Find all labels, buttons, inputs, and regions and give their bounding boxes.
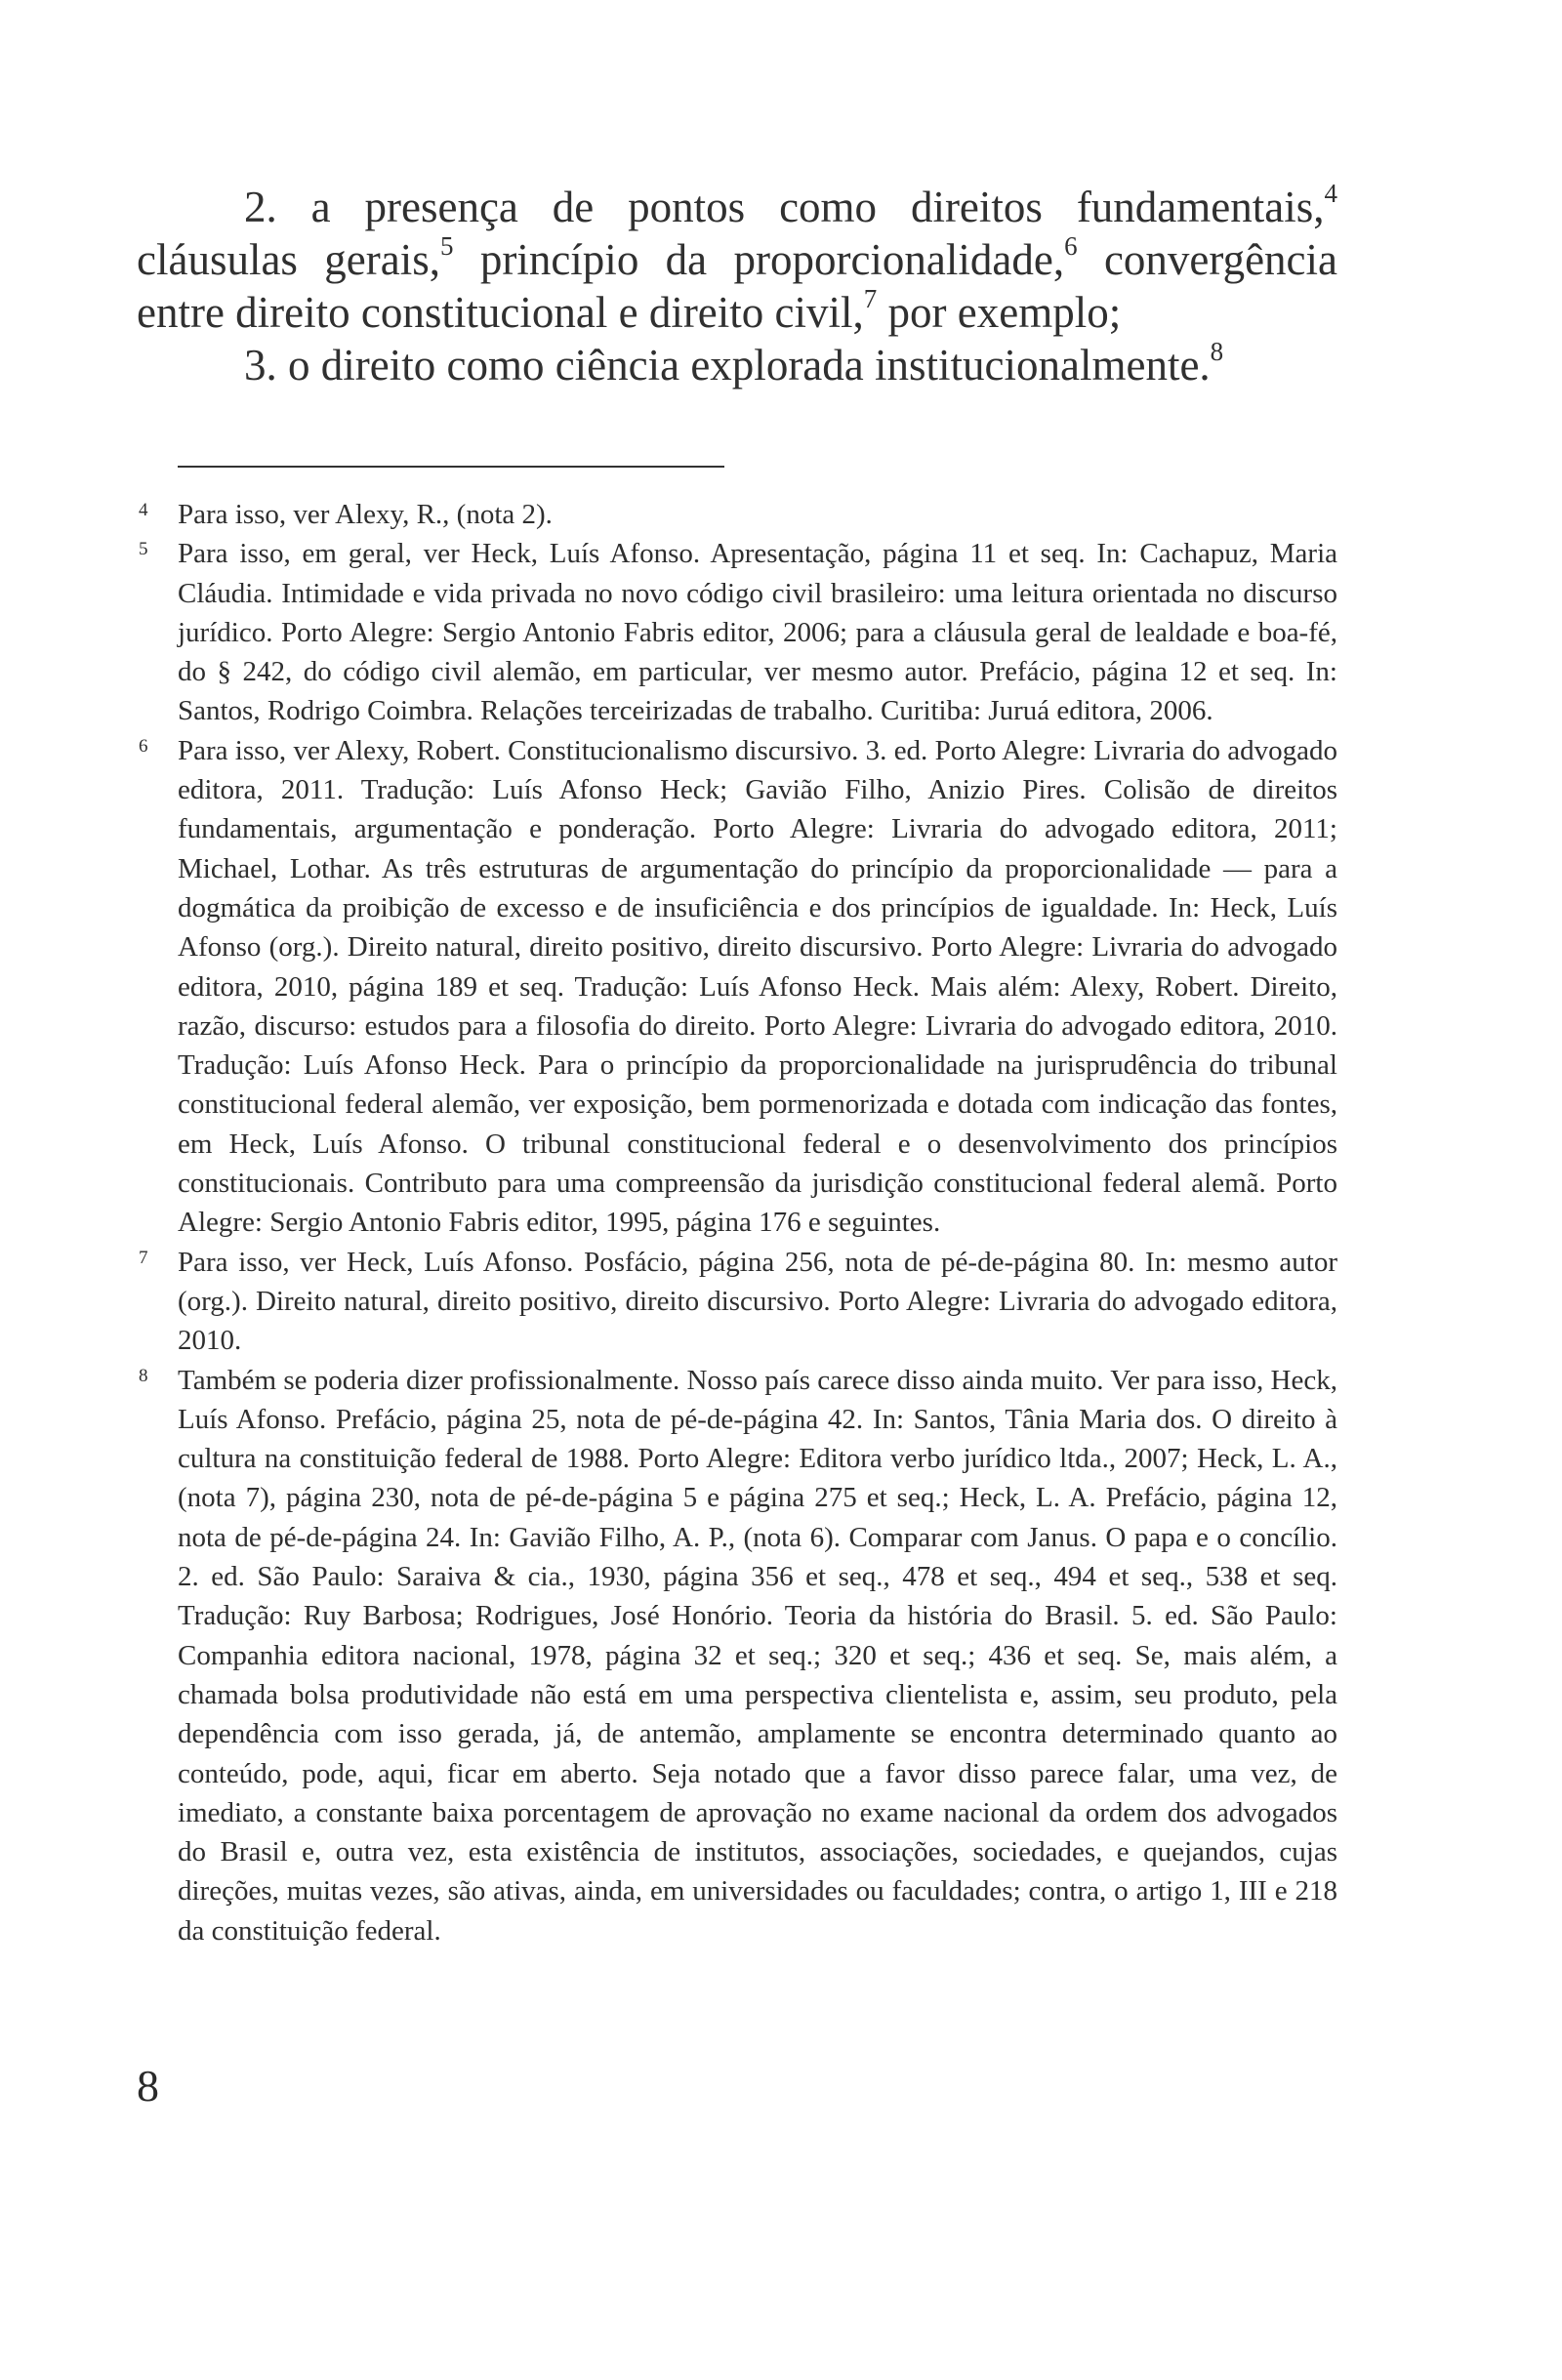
item2-text-5: por exemplo;: [877, 288, 1122, 337]
footnote-8: [139, 1361, 1337, 1950]
footnote-number: 7: [139, 1247, 148, 1268]
page-content: [137, 181, 1337, 1950]
footnote-text: Para isso, ver Alexy, R., (nota 2).: [178, 499, 553, 530]
footnote-6: [139, 731, 1337, 1243]
footnote-ref-4: 4: [1324, 179, 1337, 208]
footnote-number: 4: [139, 500, 148, 520]
item3-text-1: 3. o direito como ciência explorada institucionalmente.: [244, 341, 1211, 390]
footnote-ref-5: 5: [440, 231, 454, 261]
footnote-number: 6: [139, 735, 148, 757]
footnote-text: Para isso, ver Alexy, Robert. Constitucionalismo discursivo. 3. ed. Porto Alegre: Livraria do advogado editora, 2011. Tradução: Luís Afonso Heck; Gavião Filho, Anizio Pires. Colisão de direitos fundamentais, argumentação e ponderação. Porto Alegre: Livraria do advogado editora, 2011; Michael, Lothar. As três estruturas de argumentação do princípio da proporcionalidade — para a dogmática da proibição de excesso e de insuficiência e dos princípios de igualdade. In: Heck, Luís Afonso (org.). Direito natural, direito positivo, direito discursivo. Porto Alegre: Livraria do advogado editora, 2010, página 189 et seq. Tradução: Luís Afonso Heck. Mais além: Alexy, Robert. Direito, razão, discurso: estudos para a filosofia do direito. Porto Alegre: Livraria do advogado editora, 2010. Tradução: Luís Afonso Heck. Para o princípio da proporcionalidade na jurisprudência do tribunal constitucional federal alemão, ver exposição, bem pormenorizada e dotada com indicação das fontes, em Heck, Luís Afonso. O tribunal constitucional federal e o desenvolvimento dos princípios constitucionais. Contributo para uma compreensão da jurisdição constitucional federal alemã. Porto Alegre: Sergio Antonio Fabris editor, 1995, página 176 e seguintes.: [178, 734, 1337, 1239]
footnote-text: Também se poderia dizer profissionalmente. Nosso país carece disso ainda muito. Ver para isso, Heck, Luís Afonso. Prefácio, página 25, nota de pé-de-página 42. In: Santos, Tânia Maria dos. O direito à cultura na constituição federal de 1988. Porto Alegre: Editora verbo jurídico ltda., 2007; Heck, L. A., (nota 7), página 230, nota de pé-de-página 5 e página 275 et seq.; Heck, L. A. Prefácio, página 12, nota de pé-de-página 24. In: Gavião Filho, A. P., (nota 6). Comparar com Janus. O papa e o concílio. 2. ed. São Paulo: Saraiva & cia., 1930, página 356 et seq., 478 et seq., 494 et seq., 538 et seq. Tradução: Ruy Barbosa; Rodrigues, José Honório. Teoria da história do Brasil. 5. ed. São Paulo: Companhia editora nacional, 1978, página 32 et seq.; 320 et seq.; 436 et seq. Se, mais além, a chamada bolsa produtividade não está em uma perspectiva clientelista e, assim, seu produto, pela dependência com isso gerada, já, de antemão, amplamente se encontra determinado quanto ao conteúdo, pode, aqui, ficar em aberto. Seja notado que a favor disso parece falar, uma vez, de imediato, a constante baixa porcentagem de aprovação no exame nacional da ordem dos advogados do Brasil e, outra vez, esta existência de institutos, associações, sociedades, e quejandos, cujas direções, muitas vezes, são ativas, ainda, em universidades ou faculdades; contra, o artigo 1, III e 218 da constituição federal.: [178, 1364, 1337, 1947]
item2-text-4: convergência entre direito constitucional e direito civil,: [137, 235, 1337, 337]
item2-text-2: cláusulas gerais,: [137, 235, 440, 284]
footnote-number: 5: [139, 539, 148, 560]
list-item-3: [137, 339, 1337, 391]
footnote-ref-6: 6: [1064, 231, 1078, 261]
footnote-ref-8: 8: [1210, 337, 1224, 366]
footnote-text: Para isso, ver Heck, Luís Afonso. Posfácio, página 256, nota de pé-de-página 80. In: mesmo autor (org.). Direito natural, direito positivo, direito discursivo. Porto Alegre: Livraria do advogado editora, 2010.: [178, 1246, 1337, 1357]
footnote-5: [139, 534, 1337, 730]
footnote-4: [139, 495, 1337, 534]
footnote-ref-7: 7: [863, 284, 878, 313]
footnote-7: [139, 1243, 1337, 1361]
footnote-separator: [178, 466, 724, 468]
footnote-text: Para isso, em geral, ver Heck, Luís Afonso. Apresentação, página 11 et seq. In: Cachapuz, Maria Cláudia. Intimidade e vida privada no novo código civil brasileiro: uma leitura orientada no discurso jurídico. Porto Alegre: Sergio Antonio Fabris editor, 2006; para a cláusula geral de lealdade e boa-fé, do § 242, do código civil alemão, em particular, ver mesmo autor. Prefácio, página 12 et seq. In: Santos, Rodrigo Coimbra. Relações terceirizadas de trabalho. Curitiba: Juruá editora, 2006.: [178, 538, 1337, 727]
item2-text-1: 2. a presença de pontos como direitos fundamentais,: [244, 183, 1325, 231]
list-item-2: [137, 181, 1337, 339]
footnote-number: 8: [139, 1365, 148, 1386]
main-text: [137, 181, 1337, 391]
item2-text-3: princípio da proporcionalidade,: [453, 235, 1065, 284]
page-number: 8: [137, 2061, 159, 2111]
footnotes: [139, 495, 1337, 1950]
